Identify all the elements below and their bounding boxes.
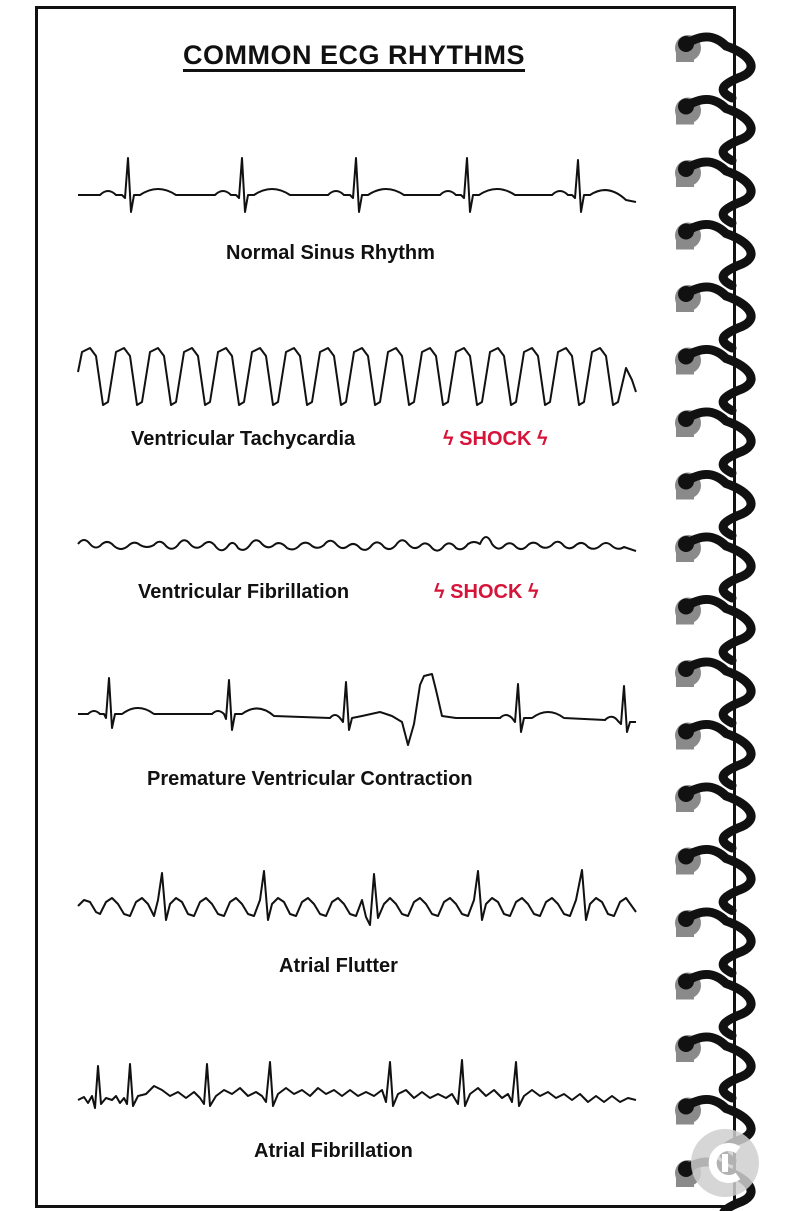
rhythm-label-premature-ventricular-contraction: Premature Ventricular Contraction [147, 768, 473, 790]
binding-coil [675, 973, 751, 1036]
binding-coil [675, 535, 751, 598]
ecg-trace-premature-ventricular-contraction [78, 674, 636, 745]
ecg-trace-normal-sinus [78, 158, 636, 212]
spiral-binding-icon [668, 0, 800, 1211]
rhythm-label-normal-sinus: Normal Sinus Rhythm [226, 242, 435, 264]
ecg-trace-ventricular-fibrillation [78, 537, 636, 551]
binding-coil [675, 348, 751, 411]
shock-text: SHOCK [459, 428, 532, 450]
rhythm-label-atrial-fibrillation: Atrial Fibrillation [254, 1140, 413, 1162]
binding-coil [675, 160, 751, 223]
watermark-logo-icon [688, 1126, 762, 1200]
rhythm-label-atrial-flutter: Atrial Flutter [279, 955, 398, 977]
binding-coil [675, 410, 751, 473]
binding-coil [675, 785, 751, 848]
lightning-bolt-icon: ϟ [434, 581, 445, 603]
shock-badge [443, 428, 548, 451]
lightning-bolt-icon: ϟ [443, 428, 454, 450]
binding-coil [675, 598, 751, 661]
binding-coil [675, 223, 751, 286]
binding-coil [675, 848, 751, 911]
rhythm-label-ventricular-tachycardia: Ventricular Tachycardia [131, 428, 356, 450]
lightning-bolt-icon: ϟ [527, 581, 539, 603]
binding-coil [675, 723, 751, 786]
binding-coil [675, 1035, 751, 1098]
shock-badge [434, 581, 539, 604]
lightning-bolt-icon: ϟ [536, 428, 548, 450]
binding-coil [675, 910, 751, 973]
ecg-trace-ventricular-tachycardia [78, 348, 636, 405]
binding-coil [675, 660, 751, 723]
ecg-trace-atrial-fibrillation [78, 1060, 636, 1108]
page-title: COMMON ECG RHYTHMS [183, 40, 525, 70]
binding-coil [675, 473, 751, 536]
ecg-trace-atrial-flutter [78, 870, 636, 925]
binding-coil [675, 285, 751, 348]
binding-coil [675, 98, 751, 161]
rhythm-label-ventricular-fibrillation: Ventricular Fibrillation [138, 581, 350, 603]
shock-text: SHOCK [450, 581, 523, 603]
binding-coil [675, 35, 751, 98]
